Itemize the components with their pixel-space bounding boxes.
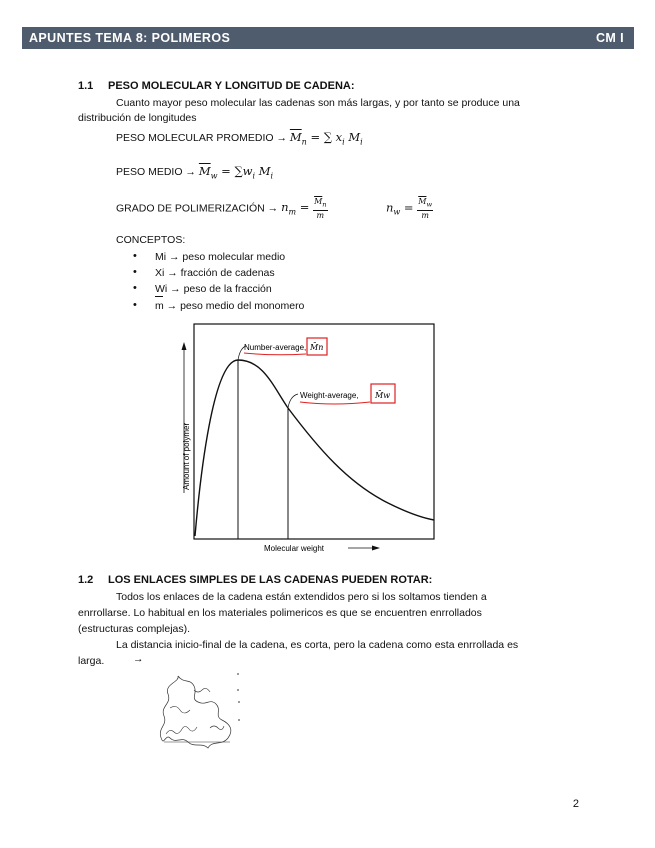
nm-formula: $n_m$ = $\frac{\overline{M}_n}{m}$ [281,197,327,220]
mw-formula: $\overline{M}_w = \sum w_i$ $M_i$ [198,164,274,181]
x-axis-label: Molecular weight [264,544,325,553]
formula-number-average [116,130,363,146]
coiled-chain-image [150,668,245,758]
header-title: APUNTES TEMA 8: POLIMEROS [29,31,231,45]
grado-label: GRADO DE POLIMERIZACIÓN → [116,202,279,215]
bullet-icon: • [133,299,137,311]
arrow-glyph: → [133,653,144,665]
page-number: 2 [572,798,579,810]
concepto-xi: Xi → fracción de cadenas [155,267,275,279]
nw-formula: $n_w$ = $\frac{\overline{M}_w}{m}$ [386,197,433,220]
bullet-icon: • [133,266,137,278]
conceptos-label: CONCEPTOS: [116,234,186,246]
concepto-m: m → peso medio del monomero [155,300,305,312]
chart-frame [194,324,434,539]
mn-symbol: M̄n [310,343,324,352]
y-axis-arrowhead [182,342,187,350]
header-banner [22,27,634,49]
y-axis-label: Amount of polymer [182,422,191,490]
dot-mark [238,701,240,703]
concepto-wi: Wi → peso de la fracción [155,283,272,295]
coil-detail [166,688,224,734]
formula-weight-average [116,164,273,180]
header-course: CM I [596,31,624,45]
section-1-number: 1.1 [78,80,94,92]
formula-polymerization [116,197,328,220]
x-axis-arrowhead [372,546,380,551]
section-2-title: LOS ENLACES SIMPLES DE LAS CADENAS PUEDEN ROTAR: [108,574,433,586]
section-1-intro-line1: Cuanto mayor peso molecular las cadenas son más largas, y por tanto se produce una [116,97,520,109]
section-2-p1-line2: enrrollarse. Lo habitual en los materiales polimericos es que se encuentren enrrollados [78,607,482,619]
weight-average-annotation: Weight-average, [300,391,359,400]
dot-mark [237,689,239,691]
weight-average-underline [300,402,370,404]
section-1-intro-line2: distribución de longitudes [78,112,197,124]
distribution-curve [195,360,434,536]
mw-symbol: M̄w [375,391,391,400]
dot-mark [238,719,240,721]
molecular-weight-distribution-chart [178,318,440,556]
section-2-p1-line1: Todos los enlaces de la cadena están extendidos pero si los soltamos tienden a [116,591,487,603]
mn-formula: $\overline{M}_n$ = ∑ $x_i$ $M_i$ [289,130,363,147]
dot-mark [237,673,239,675]
number-average-annotation: Number-average, [244,343,307,352]
concepto-mi: Mi → peso molecular medio [155,251,286,263]
promedio-label: PESO MOLECULAR PROMEDIO → [116,132,287,144]
section-2-number: 1.2 [78,574,94,586]
section-1-title: PESO MOLECULAR Y LONGITUD DE CADENA: [108,80,355,92]
section-2-p2-line2: larga. [78,655,105,667]
bullet-icon: • [133,282,137,294]
medio-label: PESO MEDIO → [116,166,196,178]
section-2-p1-line3: (estructuras complejas). [78,623,191,635]
weight-average-leader [288,394,298,408]
number-average-underline [244,353,306,355]
section-2-p2-line1: La distancia inicio-final de la cadena, es corta, pero la cadena como esta enrrollada es [116,639,519,651]
coil-outline [160,676,231,748]
bullet-icon: • [133,250,137,262]
overline-mark [155,296,163,297]
